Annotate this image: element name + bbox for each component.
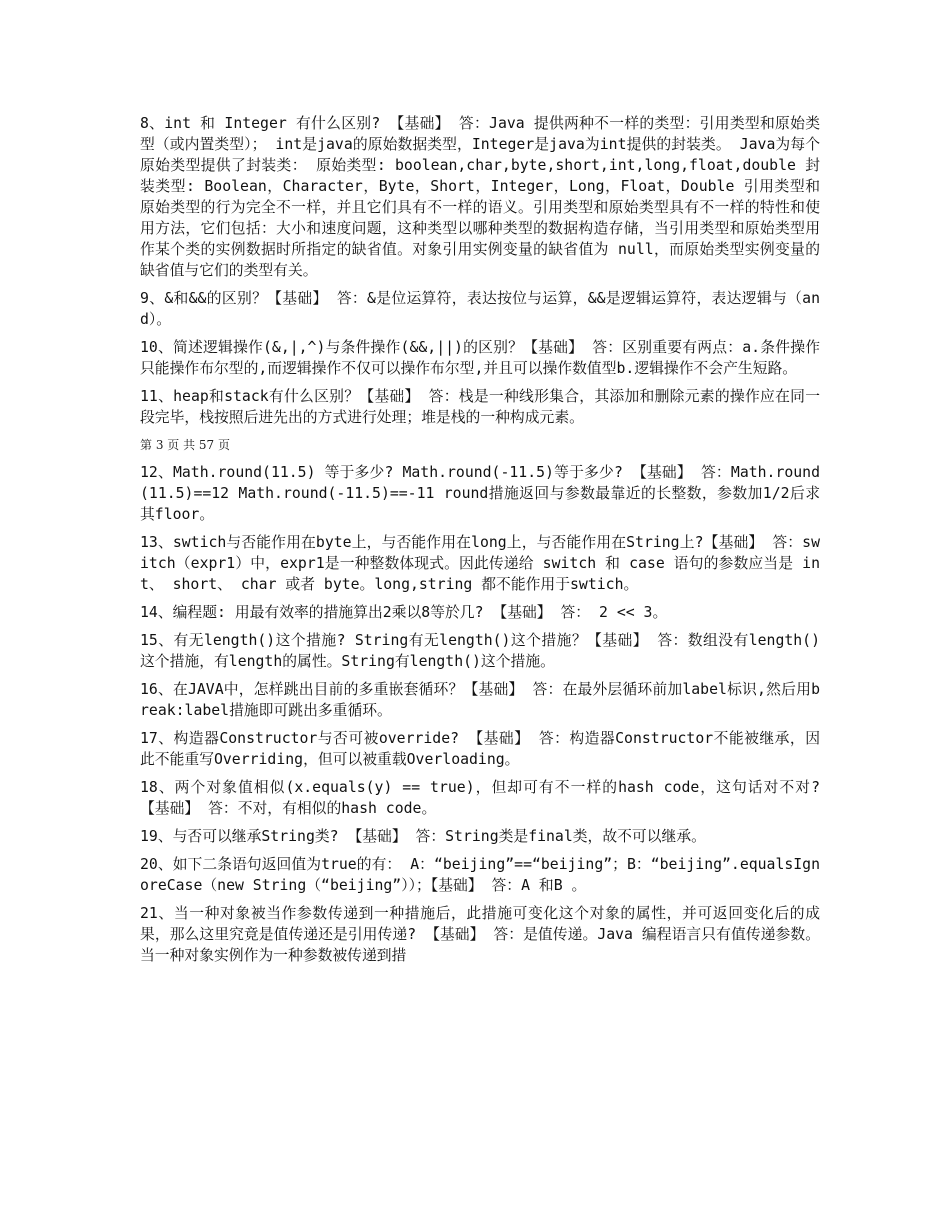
- question-15: 15、有无length()这个措施? String有无length()这个措施？【基础】 答：数组没有length()这个措施，有length的属性。String有length()这个措施。: [140, 632, 820, 670]
- question-12: 12、Math.round(11.5) 等于多少? Math.round(-11.5)等于多少? 【基础】 答：Math.round(11.5)==12 Math.round(-11.5)==-11 round措施返回与参数最靠近的长整数，参数加1/2后求其floor。: [140, 464, 820, 523]
- question-9: 9、&和&&的区别？【基础】 答：&是位运算符，表达按位与运算，&&是逻辑运算符，表达逻辑与（and）。: [140, 290, 820, 328]
- question-20: 20、如下二条语句返回值为true的有： A：“beijing”==“beijing”；B：“beijing”.equalsIgnoreCase（new String（“beijing”））；【基础】 答：A 和B 。: [140, 856, 820, 894]
- document-page: [140, 113, 829, 973]
- question-21: 21、当一种对象被当作参数传递到一种措施后，此措施可变化这个对象的属性，并可返回变化后的成果，那么这里究竟是值传递还是引用传递? 【基础】 答：是值传递。Java 编程语言只有值传递参数。当一种对象实例作为一种参数被传递到措: [140, 905, 820, 964]
- question-19: 19、与否可以继承String类? 【基础】 答：String类是final类，故不可以继承。: [140, 828, 706, 845]
- page-number-footer: 第 3 页 共 57 页: [140, 438, 230, 452]
- question-13: 13、swtich与否能作用在byte上，与否能作用在long上，与否能作用在String上?【基础】 答：switch（expr1）中，expr1是一种整数体现式。因此传递给 switch 和 case 语句的参数应当是 int、 short、 char 或者 byte。long,string 都不能作用于swtich。: [140, 534, 820, 593]
- question-8: 8、int 和 Integer 有什么区别? 【基础】 答：Java 提供两种不一样的类型：引用类型和原始类型（或内置类型）； int是java的原始数据类型，Integer是java为int提供的封装类。 Java为每个原始类型提供了封装类： 原始类型: boolean,char,byte,short,int,long,float,double 封装类型: Boolean，Character，Byte，Short，Integer，Long，Float，Double 引用类型和原始类型的行为完全不一样，并且它们具有不一样的语义。引用类型和原始类型具有不一样的特性和使用方法，它们包括：大小和速度问题，这种类型以哪种类型的数据构造存储，当引用类型和原始类型用作某个类的实例数据时所指定的缺省值。对象引用实例变量的缺省值为 null，而原始类型实例变量的缺省值与它们的类型有关。: [140, 115, 820, 279]
- question-11: 11、heap和stack有什么区别？【基础】 答：栈是一种线形集合，其添加和删除元素的操作应在同一段完毕，栈按照后进先出的方式进行处理；堆是栈的一种构成元素。: [140, 388, 820, 426]
- question-16: 16、在JAVA中，怎样跳出目前的多重嵌套循环？【基础】 答：在最外层循环前加label标识,然后用break:label措施即可跳出多重循环。: [140, 681, 820, 719]
- question-14: 14、编程题: 用最有效率的措施算出2乘以8等於几? 【基础】 答： 2 << 3。: [140, 604, 668, 621]
- question-18: 18、两个对象值相似(x.equals(y) == true)，但却可有不一样的hash code，这句话对不对? 【基础】 答：不对，有相似的hash code。: [140, 779, 829, 817]
- question-10: 10、简述逻辑操作(&,|,^)与条件操作(&&,||)的区别？【基础】 答：区别重要有两点：a.条件操作只能操作布尔型的,而逻辑操作不仅可以操作布尔型,并且可以操作数值型b.逻辑操作不会产生短路。: [140, 339, 820, 377]
- question-17: 17、构造器Constructor与否可被override? 【基础】 答：构造器Constructor不能被继承，因此不能重写Overriding，但可以被重载Overloading。: [140, 730, 820, 768]
